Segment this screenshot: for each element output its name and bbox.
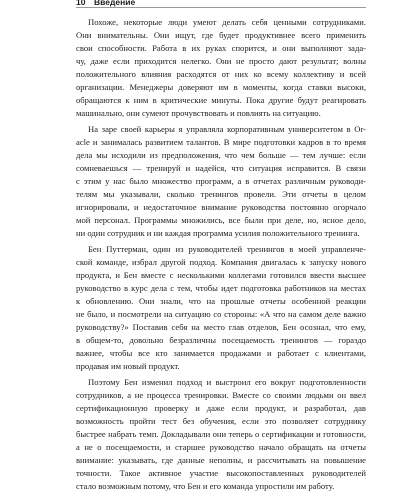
text-line: руководству?» Поставив себя на место глав отделов, Бен осознал, что ему, (76, 321, 366, 332)
text-line: продавая им новый продукт. (76, 360, 180, 371)
running-head (76, 0, 135, 8)
header-rule (76, 7, 366, 8)
text-line: быстрее набрать темп. Докладывали они теперь о сертификации и готовности, (76, 429, 366, 440)
text-line: руководство в курс дела с тем, чтобы идет подготовка работников на местах (76, 283, 366, 294)
text-line: ской команде, избрал другой подход. Компания двигалась к запуску нового (76, 257, 366, 268)
body-text (76, 16, 366, 493)
page-number: 10 (76, 0, 86, 7)
text-line: в общем-то, довольно безразличны посещаемость тренингов — гораздо (76, 334, 366, 345)
text-line: свои способности. Работа в их руках спорится, и они выполняют зада- (76, 42, 366, 53)
text-line: а не о посещаемости, и старшее руководство начало обращать на отчеты (76, 442, 366, 452)
text-line: ни один сотрудник и ни каждая программа усилия положительного тренинга. (76, 227, 360, 238)
paragraph (76, 243, 366, 373)
text-line: с этим у нас было множество программ, а в отчетах различным руководи- (76, 175, 366, 186)
text-line: внимание: указывать, где данные неполны, и рассчитывать на повышение (76, 454, 366, 465)
text-line: стало возможным потому, что Бен и его команда упростили им работу. (76, 480, 335, 491)
text-line: игнорировали, и недостаточное внимание руководства постоянно огорчало (76, 201, 366, 212)
text-line: дела мы исходили из предположения, что чем больше — тем лучше: если (76, 150, 366, 161)
section-title: Введение (94, 0, 136, 7)
paragraph (76, 16, 366, 120)
text-line: На заре своей карьеры я управляла корпоративным университетом в Or- (88, 124, 366, 135)
text-line: организации. Менеджеры доверяют им в моменты, когда ставки высоки, (76, 81, 366, 92)
text-line: сомневаешься — тренируй и надейся, что ситуация исправится. В связи (76, 162, 366, 173)
text-line: мой персонал. Программы множились, все были при деле, но, ясное дело, (76, 214, 366, 225)
text-line: возможность пройти тест без обучения, если это позволяет сотруднику (76, 416, 366, 427)
text-line: Поэтому Бен изменил подход и выстроил его вокруг подготовленности (88, 377, 366, 388)
paragraph (76, 123, 366, 240)
text-line: точности. Такое активное участие высокопоставленных руководителей (76, 467, 366, 478)
text-line: чу, даже если приходится нелегко. Они не просто дают результат; волны (76, 55, 366, 66)
text-line: сертификационную проверку и даже если продукт, и разработал, дав (76, 403, 366, 414)
text-line: к обновлению. Они знали, что на прошлые отчеты особенной реакции (76, 296, 366, 307)
text-line: не было, и посмотрели на ситуацию со стороны: «А что на самом деле важно (76, 308, 366, 319)
text-line: сотрудников, а не процесса тренировки. Вместе со своими людьми он ввел (76, 390, 366, 401)
text-line: машинально, они сумеют прочувствовать и повлиять на ситуацию. (76, 107, 321, 118)
text-line: обращаются к ним в критические минуты. Пока другие будут реагировать (76, 94, 366, 105)
text-line: телям мы указывали, сколько тренингов провели. Эти отчеты в целом (76, 188, 366, 199)
text-line: важнее, чтобы все кто занимается продажами и работает с клиентами, (76, 347, 366, 358)
text-line: acle и занималась развитием талантов. В мире подготовки кадров в то время (76, 137, 366, 148)
paragraph (76, 376, 366, 493)
text-line: Бен Путтерман, один из руководителей тренингов в моей управленче- (88, 244, 366, 255)
text-line: продукта, и Бен вместе с несколькими коллегами готовился ввести высшее (76, 270, 366, 281)
text-line: положительного влияния расходятся от них ко всему коллективу и всей (76, 68, 366, 79)
text-line: Похоже, некоторые люди умеют делать себя ценными сотрудниками. (88, 17, 366, 27)
text-line: Они внимательны. Они ищут, где будет продуктивнее всего применить (76, 29, 366, 40)
